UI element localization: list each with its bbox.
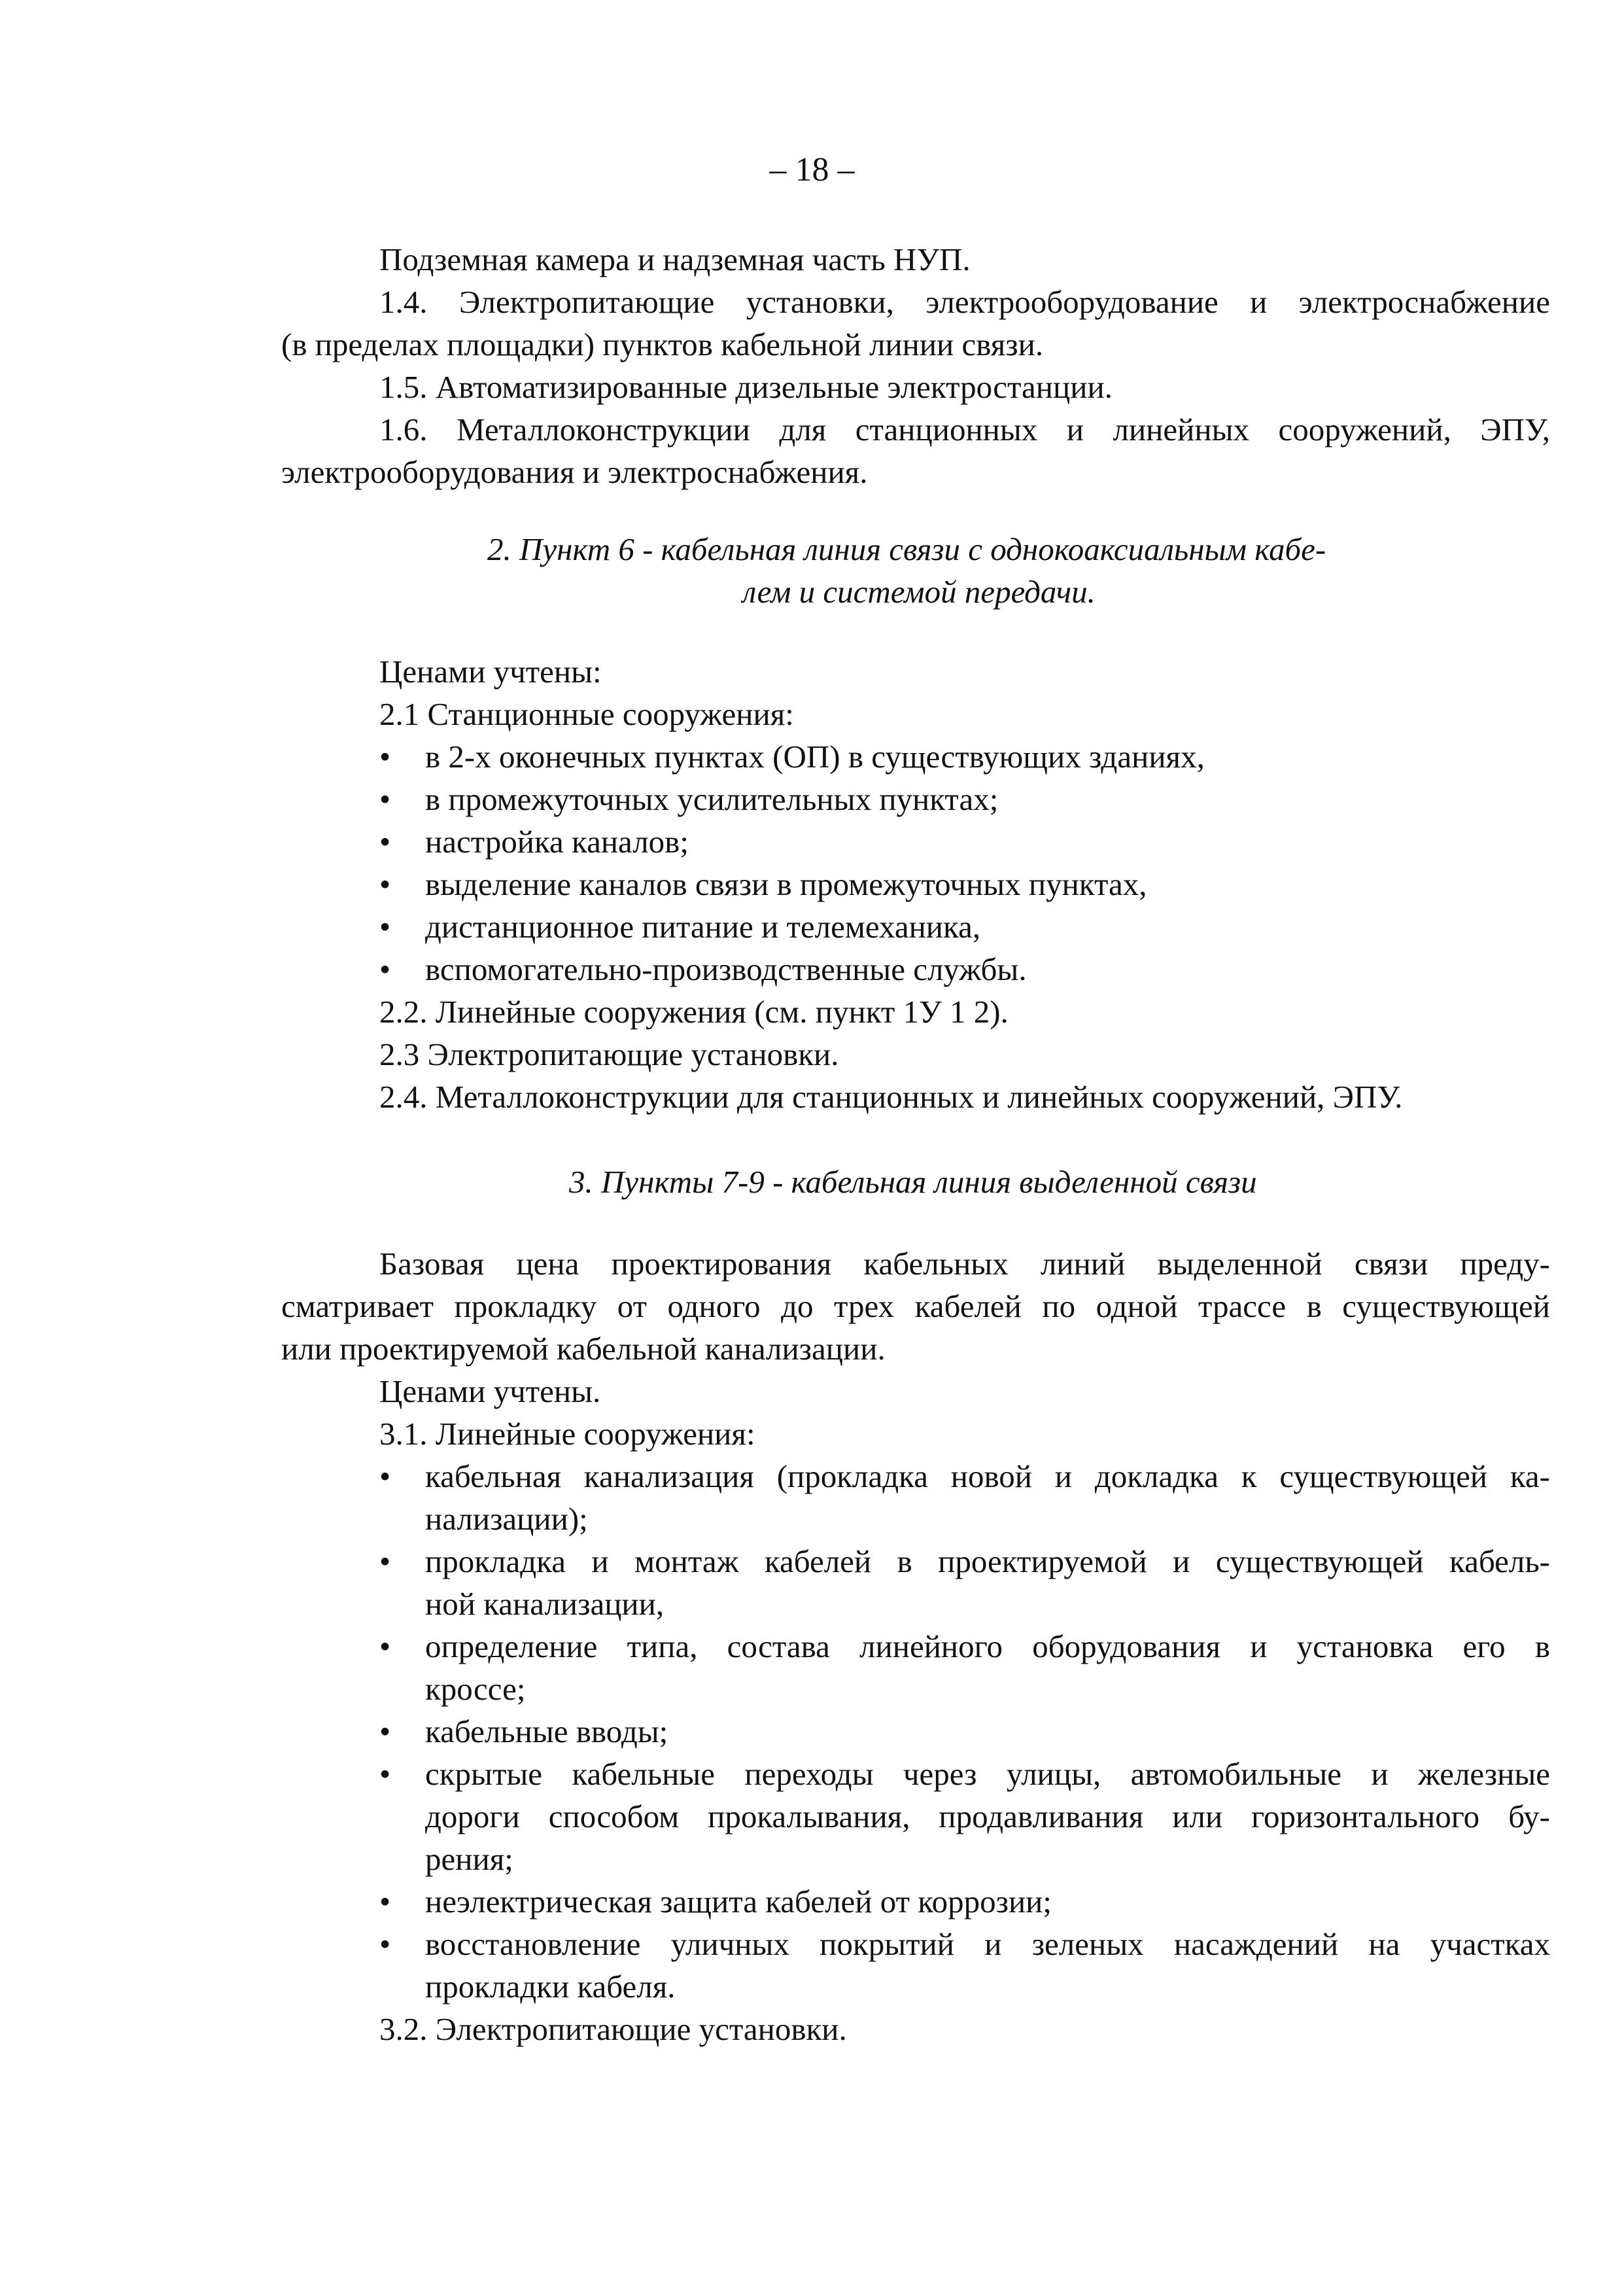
list-item: в промежуточных усилительных пунктах; — [425, 781, 999, 817]
bullet-icon: • — [379, 1713, 391, 1749]
list-item-cont: ной канализации, — [425, 1586, 665, 1622]
bullet-icon: • — [379, 1883, 391, 1919]
item-2-2: 2.2. Линейные сооружения (см. пункт 1У 1 2). — [379, 994, 1009, 1030]
bullet-icon: • — [379, 1543, 391, 1579]
line-intro: Подземная камера и надземная часть НУП. — [379, 241, 971, 277]
list-item: выделение каналов связи в промежуточных пунктах, — [425, 866, 1147, 902]
section3-para-line1: Базовая цена проектирования кабельных линий выделенной связи преду- — [379, 1246, 1550, 1282]
item-1-6-line1: 1.6. Металлоконструкции для станционных и линейных сооружений, ЭПУ, — [379, 412, 1550, 447]
item-2-1: 2.1 Станционные сооружения: — [379, 696, 794, 732]
item-1-5: 1.5. Автоматизированные дизельные электростанции. — [379, 369, 1113, 405]
list-item-cont: дороги способом прокалывания, продавливания или горизонтального бу- — [425, 1798, 1550, 1834]
list-item: кабельная канализация (прокладка новой и докладка к существующей ка- — [425, 1458, 1550, 1494]
list-item-cont: прокладки кабеля. — [425, 1969, 676, 2005]
section3-intro: Ценами учтены. — [379, 1373, 601, 1409]
list-item-cont: рения; — [425, 1841, 513, 1877]
item-1-6-line2: электрооборудования и электроснабжения. — [281, 454, 868, 490]
bullet-icon: • — [379, 1458, 391, 1494]
item-3-1: 3.1. Линейные сооружения: — [379, 1416, 755, 1452]
bullet-icon: • — [379, 909, 391, 945]
list-item: настройка каналов; — [425, 824, 689, 860]
item-1-4-line1: 1.4. Электропитающие установки, электрооборудование и электроснабжение — [379, 284, 1550, 320]
section2-intro: Ценами учтены: — [379, 654, 602, 690]
item-1-4-line2: (в пределах площадки) пунктов кабельной линии связи. — [281, 326, 1044, 362]
bullet-icon: • — [379, 781, 391, 817]
section3-heading: 3. Пункты 7-9 - кабельная линия выделенной связи — [569, 1164, 1257, 1200]
item-3-2: 3.2. Электропитающие установки. — [379, 2011, 847, 2047]
bullet-icon: • — [379, 1628, 391, 1664]
list-item: прокладка и монтаж кабелей в проектируемой и существующей кабель- — [425, 1543, 1550, 1579]
section3-para-line3: или проектируемой кабельной канализации. — [281, 1331, 886, 1367]
list-item: неэлектрическая защита кабелей от коррозии; — [425, 1883, 1052, 1919]
list-item: вспомогательно-производственные службы. — [425, 951, 1027, 987]
list-item: кабельные вводы; — [425, 1713, 668, 1749]
item-2-4: 2.4. Металлоконструкции для станционных и линейных сооружений, ЭПУ. — [379, 1079, 1403, 1115]
list-item: восстановление уличных покрытий и зеленых насаждений на участках — [425, 1926, 1550, 1962]
section3-para-line2: сматривает прокладку от одного до трех кабелей по одной трассе в существующей — [281, 1288, 1550, 1324]
item-2-3: 2.3 Электропитающие установки. — [379, 1036, 839, 1072]
list-item: скрытые кабельные переходы через улицы, автомобильные и железные — [425, 1756, 1550, 1792]
bullet-icon: • — [379, 866, 391, 902]
list-item: в 2-х оконечных пунктах (ОП) в существующих зданиях, — [425, 739, 1205, 775]
bullet-icon: • — [379, 1926, 391, 1962]
bullet-icon: • — [379, 739, 391, 775]
list-item-cont: кроссе; — [425, 1671, 526, 1707]
page-number: – 18 – — [769, 151, 855, 188]
bullet-icon: • — [379, 951, 391, 987]
list-item-cont: нализации); — [425, 1501, 588, 1537]
bullet-icon: • — [379, 824, 391, 860]
list-item: определение типа, состава линейного оборудования и установка его в — [425, 1628, 1550, 1664]
list-item: дистанционное питание и телемеханика, — [425, 909, 981, 945]
section2-heading-line1: 2. Пункт 6 - кабельная линия связи с однокоаксиальным кабе- — [487, 531, 1326, 567]
bullet-icon: • — [379, 1756, 391, 1792]
section2-heading-line2: лем и системой передачи. — [742, 574, 1096, 610]
